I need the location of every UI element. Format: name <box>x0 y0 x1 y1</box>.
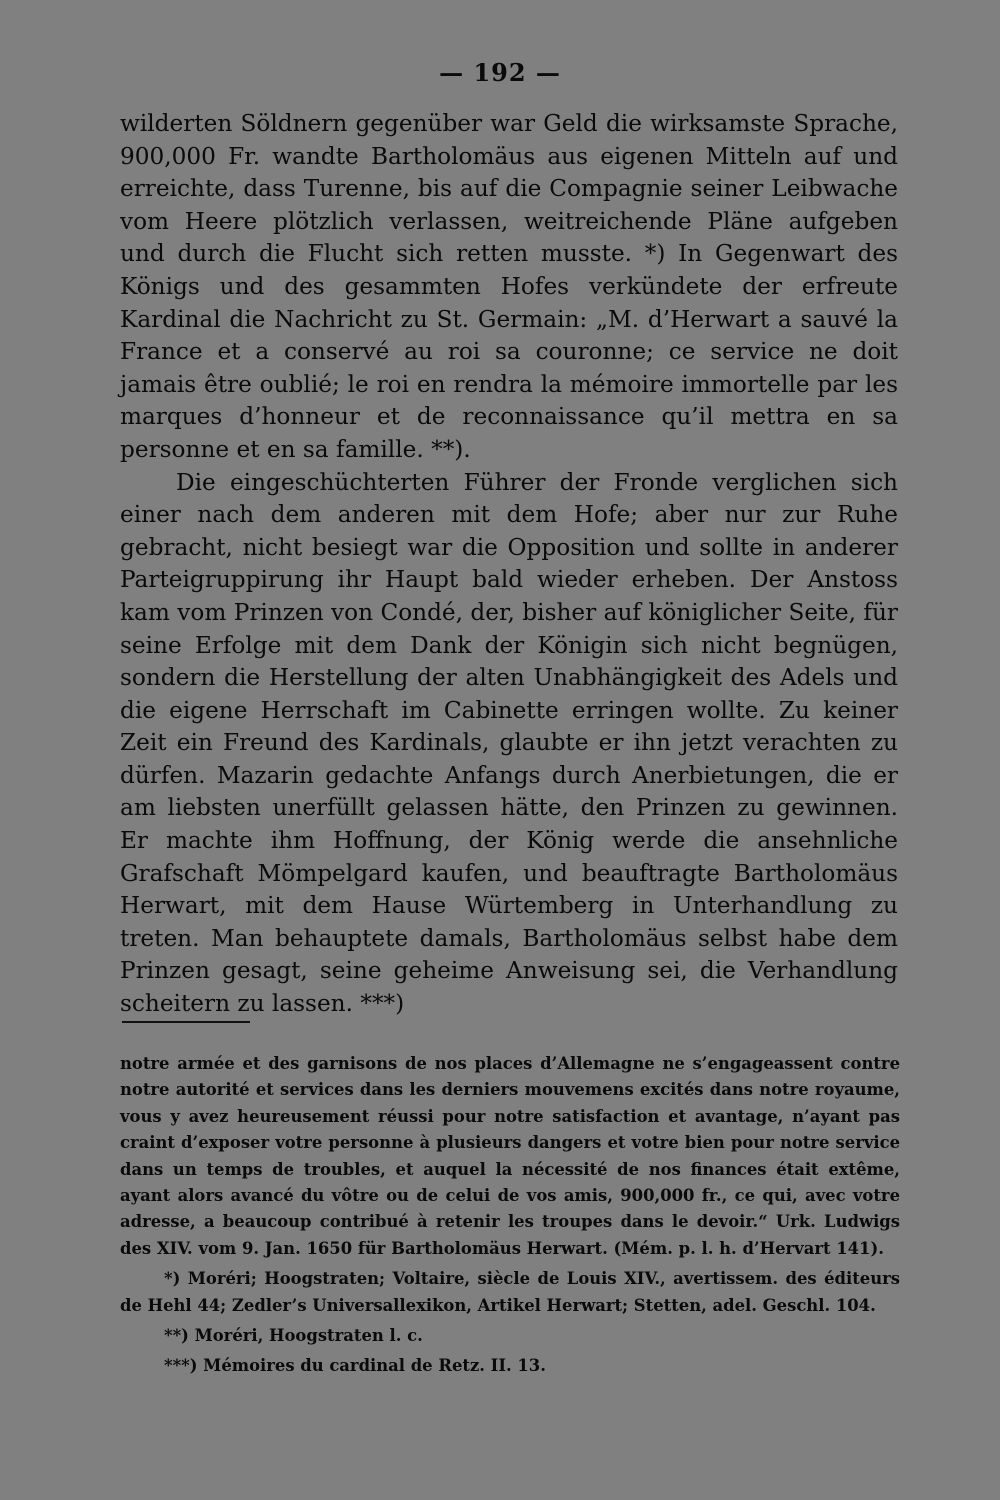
paragraph-2: Die eingeschüchterten Führer der Fronde verglichen sich einer nach dem anderen mit dem Hofe; aber nur zur Ruhe gebracht, nicht besiegt war die Opposition und sollte in anderer Parteigruppirung ihr Haupt bald wieder erheben. Der Anstoss kam vom Prinzen von Condé, der, bisher auf königlicher Seite, für seine Erfolge mit dem Dank der Königin sich nicht begnügen, sondern die Herstellung der alten Unabhängigkeit des Adels und die eigene Herrschaft im Cabinette erringen wollte. Zu keiner Zeit ein Freund des Kardinals, glaubte er ihn jetzt verachten zu dürfen. Mazarin gedachte Anfangs durch Anerbietungen, die er am liebsten unerfüllt gelassen hätte, den Prinzen zu gewinnen. Er machte ihm Hoffnung, der König werde die ansehnliche Grafschaft Mömpelgard kaufen, und beauftragte Bartholomäus Herwart, mit dem Hause Würtemberg in Unterhandlung zu treten. Man behauptete damals, Bartholomäus selbst habe dem Prinzen gesagt, seine geheime Anweisung sei, die Verhandlung scheitern zu lassen. ***) <box>120 468 898 1018</box>
footnote-continuation: notre armée et des garnisons de nos places d’Allemagne ne s’engageassent contre notre autorité et services dans les derniers mouvemens excités dans notre royaume, vous y avez heureusement réussi pour notre satisfaction et avantage, n’ayant pas craint d’exposer votre personne à plusieurs dangers et votre bien pour notre service dans un temps de troubles, et auquel la nécessité de nos finances était extême, ayant alors avancé du vôtre ou de celui de vos amis, 900,000 fr., ce qui, avec votre adresse, a beaucoup contribué à retenir les troupes dans le devoir.“ Urk. Ludwigs des XIV. vom 9. Jan. 1650 für Bartholomäus Herwart. (Mém. p. l. h. d’Hervart 141). <box>120 1054 900 1258</box>
footnote-2: **) Moréri, Hoogstraten l. c. <box>164 1326 423 1346</box>
footnote-1: *) Moréri; Hoogstraten; Voltaire, siècle de Louis XIV., avertissem. des éditeurs de Hehl 44; Zedler’s Universallexikon, Artikel Herwart; Stetten, adel. Geschl. 104. <box>120 1269 900 1315</box>
footnote-3: ***) Mémoires du cardinal de Retz. II. 13. <box>164 1356 546 1376</box>
paragraph-1: wilderten Söldnern gegenüber war Geld die wirksamste Sprache, 900,000 Fr. wandte Bartholomäus aus eigenen Mitteln auf und erreichte, dass Turenne, bis auf die Compagnie seiner Leibwache vom Heere plötzlich verlassen, weitreichende Pläne aufgeben und durch die Flucht sich retten musste. *) In Gegenwart des Königs und des gesammten Hofes verkündete der erfreute Kardinal die Nachricht zu St. Germain: „M. d’Herwart a sauvé la France et a conservé au roi sa couronne; ce service ne doit jamais être oublié; le roi en rendra la mémoire immortelle par les marques d’honneur et de reconnaissance qu’il mettra en sa personne et en sa famille. **). <box>120 110 898 463</box>
footnote-divider <box>122 1021 250 1023</box>
main-text <box>120 108 898 1021</box>
page-number: — 192 — <box>439 58 561 87</box>
footnotes <box>120 1051 900 1380</box>
